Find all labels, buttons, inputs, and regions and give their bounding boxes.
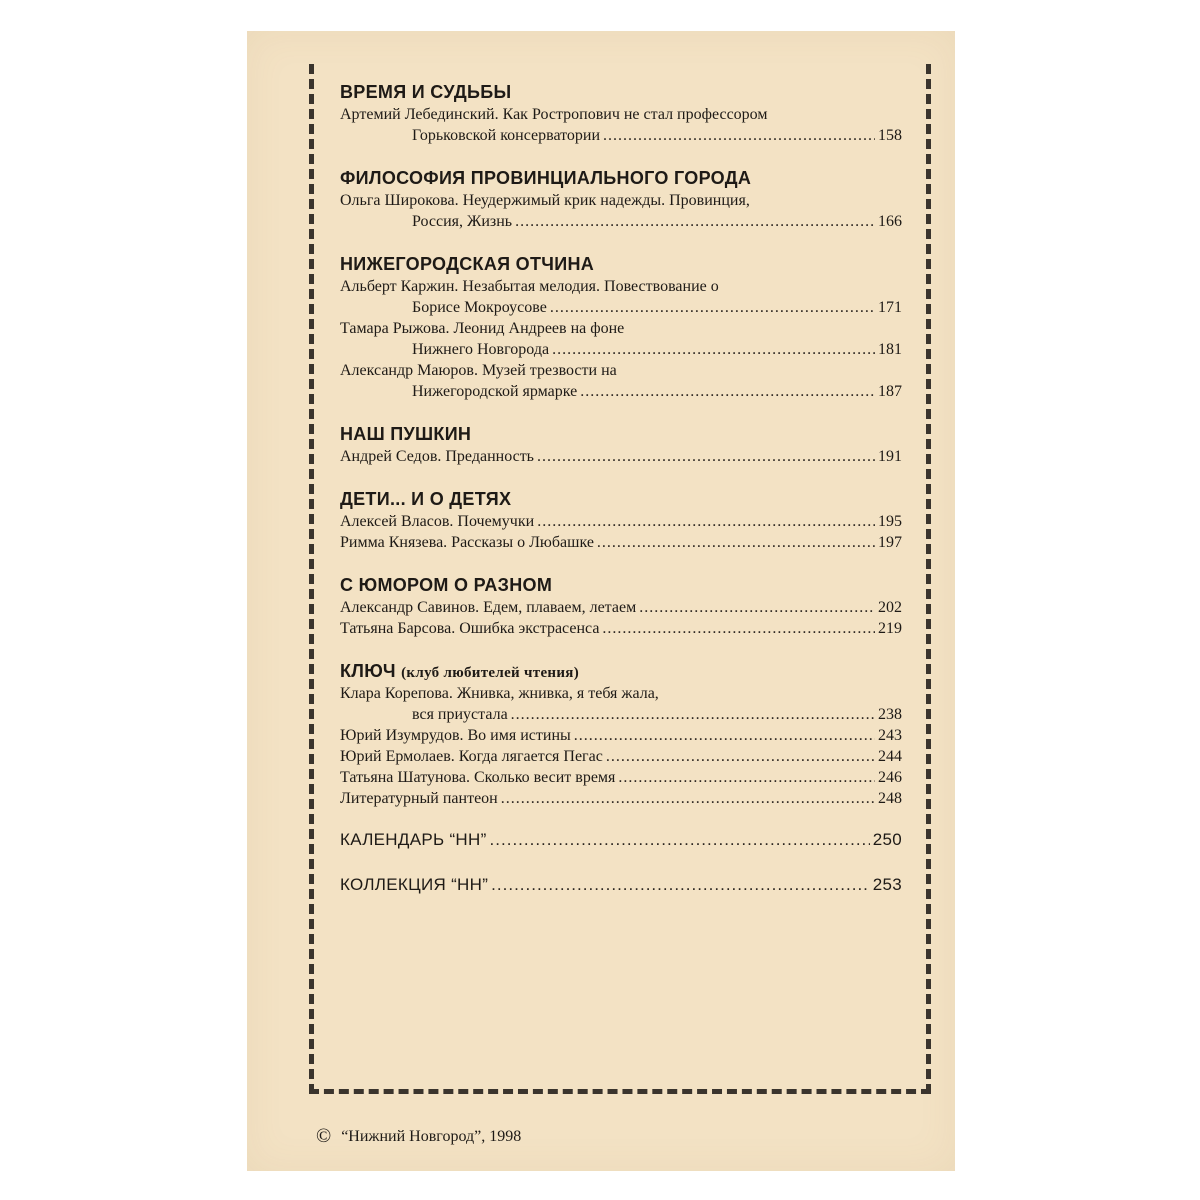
entry-text: Алексей Власов. Почемучки: [340, 513, 535, 530]
copyright-icon: ©: [316, 1125, 332, 1147]
entry-text: Татьяна Шатунова. Сколько весит время: [340, 769, 616, 786]
leader-dots: [537, 446, 875, 467]
entry-text-cont: Горьковской консерватории: [412, 127, 601, 144]
toc-entry[interactable]: [340, 597, 902, 618]
section-title: НИЖЕГОРОДСКАЯ ОТЧИНА: [340, 254, 595, 274]
leader-dots: [537, 511, 875, 532]
section-title-text: КЛЮЧ: [340, 661, 396, 681]
toc-entry[interactable]: [340, 532, 902, 553]
entry-text: Литературный пантеон: [340, 790, 498, 807]
page-number: 158: [878, 127, 902, 144]
entry-text: Андрей Седов. Преданность: [340, 448, 534, 465]
page-number: 253: [872, 875, 902, 894]
toc-entry[interactable]: [340, 446, 902, 467]
toc-section: [340, 659, 902, 809]
page-number: 171: [878, 299, 902, 316]
toc-entry[interactable]: [340, 318, 902, 360]
leader-dots: [491, 874, 870, 895]
toc-entry[interactable]: [340, 104, 902, 146]
toc-section: [340, 166, 902, 232]
toc-entry[interactable]: [340, 788, 902, 809]
page-number: 243: [878, 727, 902, 744]
toc-section: [340, 573, 902, 639]
toc-entry[interactable]: [340, 190, 902, 232]
toc-section: [340, 252, 902, 402]
leader-dots: [618, 767, 875, 788]
toc-entry-collection[interactable]: [340, 874, 902, 895]
entry-text: Альберт Каржин. Незабытая мелодия. Повествование о: [340, 278, 719, 295]
page-number: 195: [878, 513, 902, 530]
page-number: 238: [878, 706, 902, 723]
entry-text: Юрий Ермолаев. Когда лягается Пегас: [340, 748, 603, 765]
entry-text-cont: Борисе Мокроусове: [412, 299, 547, 316]
page-number: 219: [878, 620, 902, 637]
entry-text: КАЛЕНДАРЬ “НН”: [340, 830, 487, 849]
toc-entry[interactable]: [340, 746, 902, 767]
leader-dots: [501, 788, 875, 809]
entry-text: Александр Савинов. Едем, плаваем, летаем: [340, 599, 637, 616]
toc-entry[interactable]: [340, 683, 902, 725]
leader-dots: [602, 618, 875, 639]
leader-dots: [574, 725, 875, 746]
leader-dots: [639, 597, 875, 618]
page-number: 166: [878, 213, 902, 230]
leader-dots: [552, 339, 875, 360]
copyright-text: “Нижний Новгород”, 1998: [341, 1128, 522, 1145]
section-title: С ЮМОРОМ О РАЗНОМ: [340, 575, 553, 595]
leader-dots: [597, 532, 875, 553]
entry-text: Юрий Изумрудов. Во имя истины: [340, 727, 571, 744]
leader-dots: [511, 704, 875, 725]
entry-text: Клара Корепова. Жнивка, жнивка, я тебя жала,: [340, 685, 659, 702]
entry-text-cont: Нижнего Новгорода: [412, 341, 550, 358]
section-title: ФИЛОСОФИЯ ПРОВИНЦИАЛЬНОГО ГОРОДА: [340, 168, 752, 188]
section-title: НАШ ПУШКИН: [340, 424, 472, 444]
entry-text: Артемий Лебединский. Как Ростропович не стал профессором: [340, 106, 768, 123]
toc-entry[interactable]: [340, 511, 902, 532]
copyright-footer: [316, 1125, 521, 1148]
entry-text-cont: вся приустала: [412, 706, 508, 723]
toc-section: [340, 422, 902, 467]
leader-dots: [515, 211, 875, 232]
page-number: 197: [878, 534, 902, 551]
section-title: ДЕТИ... И О ДЕТЯХ: [340, 489, 512, 509]
toc-entry[interactable]: [340, 276, 902, 318]
page-number: 181: [878, 341, 902, 358]
toc-entry[interactable]: [340, 618, 902, 639]
leader-dots: [603, 125, 875, 146]
toc-entry[interactable]: [340, 767, 902, 788]
page-number: 246: [878, 769, 902, 786]
section-subtitle: (клуб любителей чтения): [401, 665, 580, 681]
entry-text-cont: Россия, Жизнь: [412, 213, 513, 230]
page-number: 202: [878, 599, 902, 616]
leader-dots: [550, 297, 875, 318]
toc-entry-calendar[interactable]: [340, 829, 902, 850]
leader-dots: [490, 829, 870, 850]
leader-dots: [580, 381, 875, 402]
toc-section: [340, 487, 902, 553]
page-number: 187: [878, 383, 902, 400]
section-title: [340, 659, 902, 683]
entry-text: КОЛЛЕКЦИЯ “НН”: [340, 875, 489, 894]
page-number: 250: [872, 830, 902, 849]
toc-section: [340, 80, 902, 146]
entry-text-cont: Нижегородской ярмарке: [412, 383, 578, 400]
page-number: 244: [878, 748, 902, 765]
toc-entry[interactable]: [340, 725, 902, 746]
toc-entry[interactable]: [340, 360, 902, 402]
page-number: 191: [878, 448, 902, 465]
table-of-contents: [340, 80, 902, 895]
entry-text: Татьяна Барсова. Ошибка экстрасенса: [340, 620, 600, 637]
entry-text: Ольга Широкова. Неудержимый крик надежды. Провинция,: [340, 192, 750, 209]
entry-text: Тамара Рыжова. Леонид Андреев на фоне: [340, 320, 625, 337]
entry-text: Александр Маюров. Музей трезвости на: [340, 362, 617, 379]
entry-text: Римма Князева. Рассказы о Любашке: [340, 534, 594, 551]
leader-dots: [606, 746, 875, 767]
section-title: ВРЕМЯ И СУДЬБЫ: [340, 82, 512, 102]
page-number: 248: [878, 790, 902, 807]
